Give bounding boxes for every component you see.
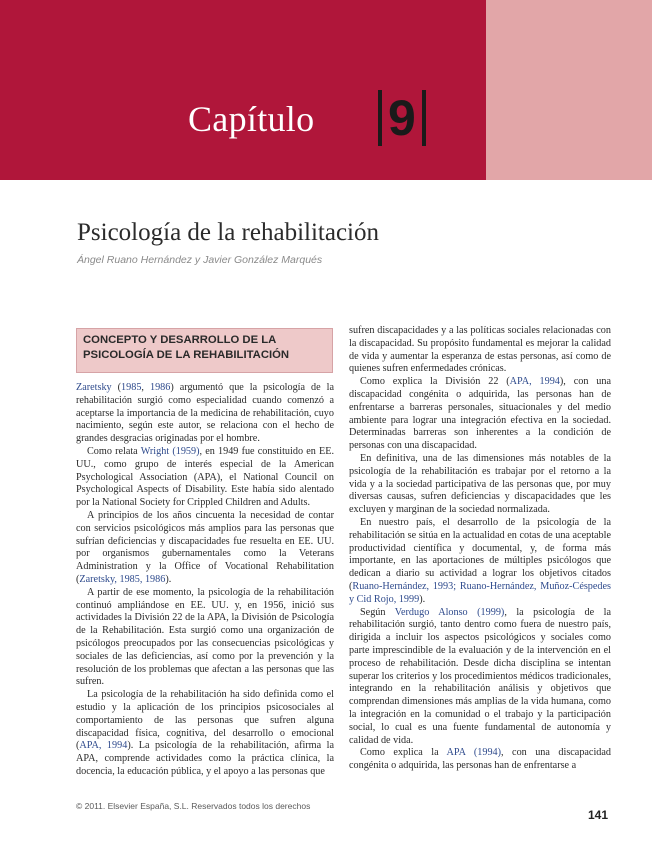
- paragraph: En definitiva, una de las dimensiones más notables de la psicología de la rehabilitación es trabajar por el retorno a la vida y a la sociedad participativa de las personas que, por muy diversas causas, sufren deficiencias y discapacidades que les excluyen y marginan de la sociedad normalizada.: [349, 452, 611, 516]
- page-number: 141: [588, 808, 609, 822]
- chapter-divider-left: [378, 90, 382, 146]
- paragraph: Zaretsky (1985, 1986) argumentó que la psicología de la rehabilitación surgió como especialidad cuando comenzó a aceptarse la importancia de la medicina de rehabilitación, cuyo nacimiento, según este autor, se relaciona con el hecho de grandes desgracias originadas por el hombre.: [76, 382, 334, 445]
- paragraph: A principios de los años cincuenta la necesidad de contar con servicios psicológicos más amplios para las personas que sufrían deficiencias y discapacidades fue resuelta en EE. UU. por organismos gubernamentales como la Veterans Administration y la Office of Vocational Rehabilitation (Zaretsky, 1985, 1986).: [76, 509, 334, 585]
- section-heading-box: [76, 328, 333, 373]
- chapter-title: Psicología de la rehabilitación: [77, 219, 379, 246]
- citation-link[interactable]: APA (1994): [446, 747, 502, 759]
- citation-link[interactable]: Zaretsky, 1985, 1986: [79, 573, 166, 585]
- paragraph: A partir de ese momento, la psicología de la rehabilitación continuó ampliándose en EE. UU. y, en 1956, inició sus actividades la División 22 de la APA, la División de Psicología de la Rehabilitación. Esta surgió como una organización de psicólogos preocupados por las consecuencias psicológicas y sociales de las deficiencias, así como por la prevención y la resolución de los problemas que afectan a las personas que las sufren.: [76, 586, 334, 688]
- paragraph: Como relata Wright (1959), en 1949 fue constituido en EE. UU., como grupo de interés especial de la American Psychological Association (APA), el National Council on Psychological Aspects of Disability. Este había sido alentado por la National Society for Crippled Children and Adults.: [76, 445, 335, 509]
- paragraph: sufren discapacidades y a las políticas sociales relacionadas con la discapacidad. Su propósito fundamental es mejorar la calidad de vida y aumentar la esperanza de estas personas, así como de quienes sufren enfermedades crónicas.: [349, 325, 611, 375]
- citation-link[interactable]: Zaretsky: [76, 382, 112, 393]
- citation-link[interactable]: APA, 1994: [79, 740, 128, 752]
- chapter-divider-right: [422, 90, 426, 146]
- citation-link[interactable]: Verdugo Alonso (1999): [394, 606, 505, 618]
- paragraph: Como explica la División 22 (APA, 1994), con una discapacidad congénita o adquirida, las personas han de enfrentarse a barreras personales, situacionales y del medio ambiente para lograr una integración efectiva en la sociedad. Determinadas barreras son inherentes a la condición de personas con una discapacidad.: [349, 376, 611, 452]
- chapter-authors: Ángel Ruano Hernández y Javier González Marqués: [77, 254, 323, 266]
- copyright-notice: © 2011. Elsevier España, S.L. Reservados todos los derechos: [76, 801, 311, 811]
- section-heading-line2: PSICOLOGÍA DE LA REHABILITACIÓN: [83, 349, 290, 361]
- paragraph: Según Verdugo Alonso (1999), la psicología de la rehabilitación surgió, tanto dentro como fuera de nuestro país, dirigida a incluir los aspectos psicológicos y sociales como parte imprescindible de la evaluación y de la intervención en el proceso de rehabilitación. Desde dicha disciplina se intentan superar los criterios y los procedimientos médicos tradicionales, integrando en la rehabilitación análisis y objetivos que comprendan dimensiones más amplias de la vida humana, como la integración en la comunidad o el trabajo y la participación social, lo cual es una fuente fundamental de autonomía y calidad de vida.: [349, 606, 611, 746]
- citation-link[interactable]: Wright (1959): [140, 445, 200, 457]
- header-band-pink: [486, 0, 652, 180]
- left-column: [76, 382, 334, 779]
- chapter-number-block: [378, 88, 426, 148]
- chapter-number: 9: [388, 90, 416, 146]
- citation-link[interactable]: Ruano-Hernández, 1993; Ruano-Hernández, Muñoz-Céspedes y Cid Rojo, 1999: [349, 580, 611, 605]
- paragraph: En nuestro país, el desarrollo de la psicología de la rehabilitación se sitúa en la actualidad en cotas de una aceptable productividad científica y documental, y, de forma más importante, en las aportaciones de múltiples psicólogos que dedican a diario su actividad a lograr los objetivos citados (Ruano-Hernández, 1993; Ruano-Hernández, Muñoz-Céspedes y Cid Rojo, 1999).: [349, 516, 611, 605]
- right-column: [349, 325, 611, 773]
- citation-link[interactable]: 1985: [121, 382, 142, 393]
- section-heading-line1: CONCEPTO Y DESARROLLO DE LA: [83, 334, 277, 346]
- chapter-label: Capítulo: [188, 99, 315, 139]
- citation-link[interactable]: APA, 1994: [509, 376, 560, 388]
- citation-link[interactable]: 1986: [149, 382, 171, 393]
- paragraph: Como explica la APA (1994), con una discapacidad congénita o adquirida, las personas han de enfrentarse a: [349, 747, 611, 772]
- paragraph: La psicología de la rehabilitación ha sido definida como el estudio y la aplicación de los principios psicosociales al comportamiento de las personas que sufren alguna discapacidad física, cognitiva, del desarrollo o emocional (APA, 1994). La psicología de la rehabilitación, afirma la APA, comprende actividades como la práctica clínica, la docencia, la educación pública, y el apoyo a las personas que: [76, 689, 335, 777]
